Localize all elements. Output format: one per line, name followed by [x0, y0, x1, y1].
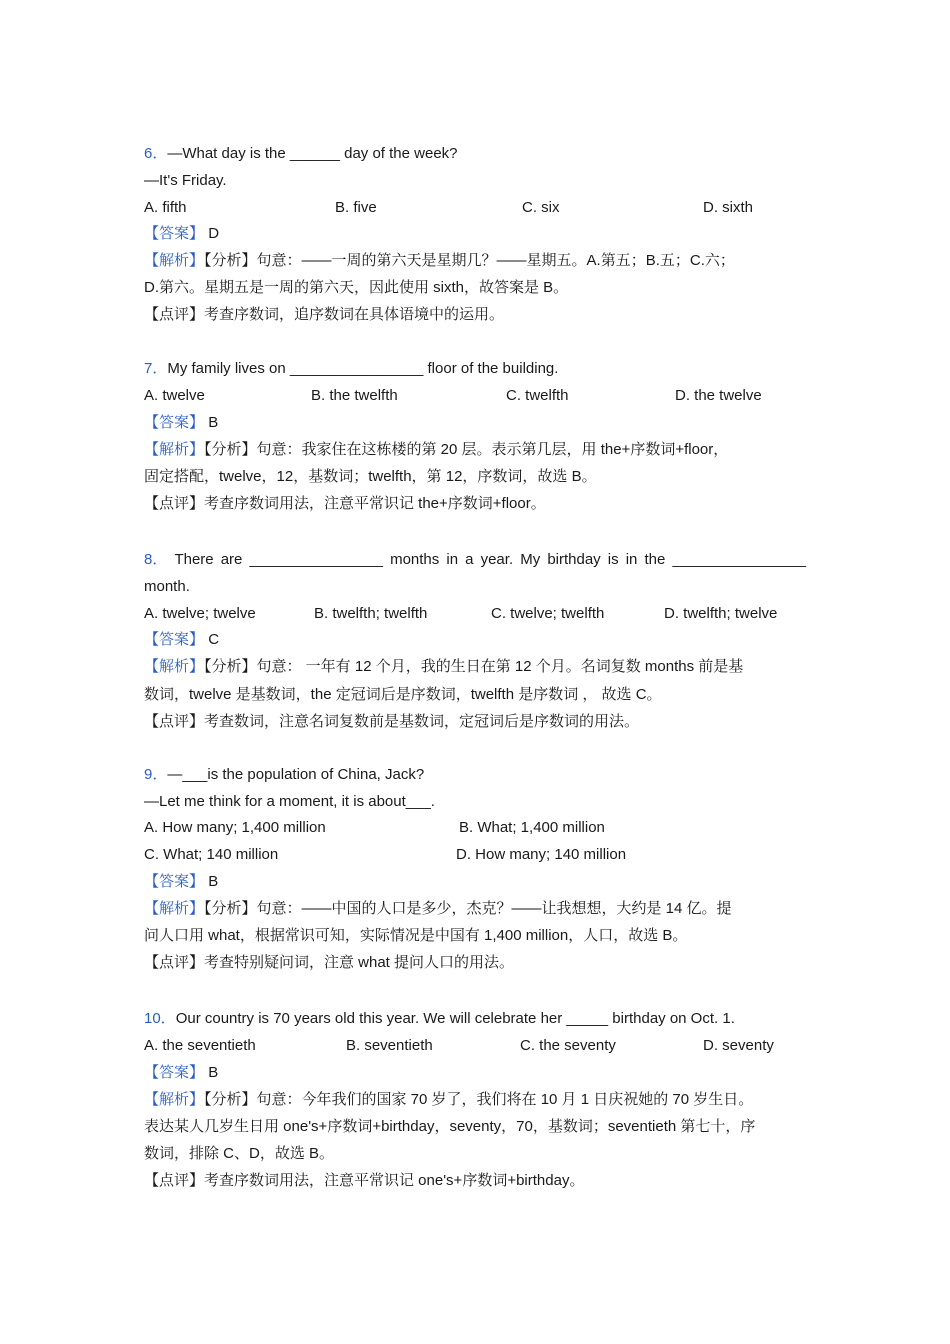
- option-b: B. seventieth: [346, 1037, 433, 1054]
- option-c: C. the seventy: [520, 1037, 616, 1054]
- analysis-line: 表达某人几岁生日用 one's+序数词+birthday，seventy，70，基数词；seventieth 第七十，序: [144, 1118, 756, 1135]
- answer-line: [144, 872, 218, 892]
- option-b: B. five: [335, 199, 377, 216]
- option-d: D. How many; 140 million: [456, 846, 627, 863]
- comment-line: 【点评】考查数词，注意名词复数前是基数词，定冠词后是序数词的用法。: [144, 713, 640, 730]
- option-a: A. the seventieth: [144, 1037, 256, 1054]
- question-stem: 9．—___is the population of China, Jack?: [144, 766, 425, 783]
- analysis-tag: 【解析】: [144, 900, 205, 917]
- option-b: B. twelfth; twelfth: [314, 605, 428, 622]
- option-a: A. twelve; twelve: [144, 605, 256, 622]
- analysis-line: 【解析】【分析】句意：——一周的第六天是星期几？——星期五。A.第五；B.五；C.六；: [144, 252, 735, 269]
- analysis-tag: 【解析】: [144, 1091, 205, 1108]
- analysis-line: 【解析】【分析】句意：——中国的人口是多少，杰克？——让我想想，大约是 14 亿。提: [144, 900, 732, 917]
- option-c: C. twelfth: [506, 387, 569, 404]
- question-number: 10．: [144, 1010, 176, 1027]
- option-a: A. How many; 1,400 million: [144, 819, 326, 836]
- option-b: B. What; 1,400 million: [459, 819, 605, 836]
- analysis-line: 数词，twelve 是基数词，the 定冠词后是序数词，twelfth 是序数词 ， 故选 C。: [144, 686, 662, 703]
- question-number: 8．: [144, 551, 168, 568]
- answer-line: [144, 630, 219, 650]
- option-a: A. fifth: [144, 199, 187, 216]
- question-number: 9．: [144, 766, 168, 783]
- answer-tag: 【答案】: [144, 225, 205, 242]
- comment-line: 【点评】考查序数词用法，注意平常识记 one's+序数词+birthday。: [144, 1172, 585, 1189]
- comment-line: 【点评】考查序数词用法，注意平常识记 the+序数词+floor。: [144, 495, 546, 512]
- answer-value: C: [208, 631, 220, 648]
- answer-value: B: [208, 1064, 219, 1081]
- analysis-line: 【解析】【分析】句意：我家住在这栋楼的第 20 层。表示第几层，用 the+序数词+floor，: [144, 441, 729, 458]
- answer-value: D: [208, 225, 220, 242]
- answer-line: [144, 1063, 218, 1083]
- analysis-tag: 【解析】: [144, 252, 205, 269]
- option-c: C. What; 140 million: [144, 846, 279, 863]
- answer-line: [144, 413, 218, 433]
- comment-line: 【点评】考查特别疑问词，注意 what 提问人口的用法。: [144, 954, 515, 971]
- analysis-line: 固定搭配，twelve，12，基数词；twelfth，第 12，序数词，故选 B。: [144, 468, 597, 485]
- option-c: C. twelve; twelfth: [491, 605, 605, 622]
- question-stem-reply: —Let me think for a moment, it is about___.: [144, 793, 435, 810]
- option-b: B. the twelfth: [311, 387, 398, 404]
- answer-line: [144, 224, 219, 244]
- question-stem-cont: month.: [144, 578, 190, 595]
- option-a: A. twelve: [144, 387, 205, 404]
- question-stem: 10．Our country is 70 years old this year. We will celebrate her _____ birthday on Oct. 1.: [144, 1010, 735, 1027]
- question-stem: 8． There are ________________ months in a year. My birthday is in the ________________: [144, 551, 806, 568]
- question-number: 7．: [144, 360, 168, 377]
- answer-tag: 【答案】: [144, 873, 205, 890]
- answer-value: B: [208, 873, 219, 890]
- question-stem: 7．My family lives on ________________ floor of the building.: [144, 360, 559, 377]
- answer-tag: 【答案】: [144, 631, 205, 648]
- answer-value: B: [208, 414, 219, 431]
- analysis-line: D.第六。星期五是一周的第六天，因此使用 sixth，故答案是 B。: [144, 279, 569, 296]
- analysis-line: 问人口用 what，根据常识可知，实际情况是中国有 1,400 million，人口，故选 B。: [144, 927, 688, 944]
- question-stem-reply: —It's Friday.: [144, 172, 227, 189]
- question-number: 6．: [144, 145, 168, 162]
- analysis-tag: 【解析】: [144, 658, 205, 675]
- option-d: D. seventy: [703, 1037, 774, 1054]
- option-c: C. six: [522, 199, 560, 216]
- answer-tag: 【答案】: [144, 414, 205, 431]
- question-stem: 6．—What day is the ______ day of the week?: [144, 145, 458, 162]
- analysis-line: 数词，排除 C、D，故选 B。: [144, 1145, 335, 1162]
- analysis-line: 【解析】【分析】句意： 一年有 12 个月，我的生日在第 12 个月。名词复数 months 前是基: [144, 658, 744, 675]
- answer-tag: 【答案】: [144, 1064, 205, 1081]
- analysis-tag: 【解析】: [144, 441, 205, 458]
- option-d: D. the twelve: [675, 387, 762, 404]
- option-d: D. sixth: [703, 199, 754, 216]
- analysis-line: 【解析】【分析】句意：今年我们的国家 70 岁了，我们将在 10 月 1 日庆祝她的 70 岁生日。: [144, 1091, 754, 1108]
- comment-line: 【点评】考查序数词，追序数词在具体语境中的运用。: [144, 306, 505, 323]
- option-d: D. twelfth; twelve: [664, 605, 778, 622]
